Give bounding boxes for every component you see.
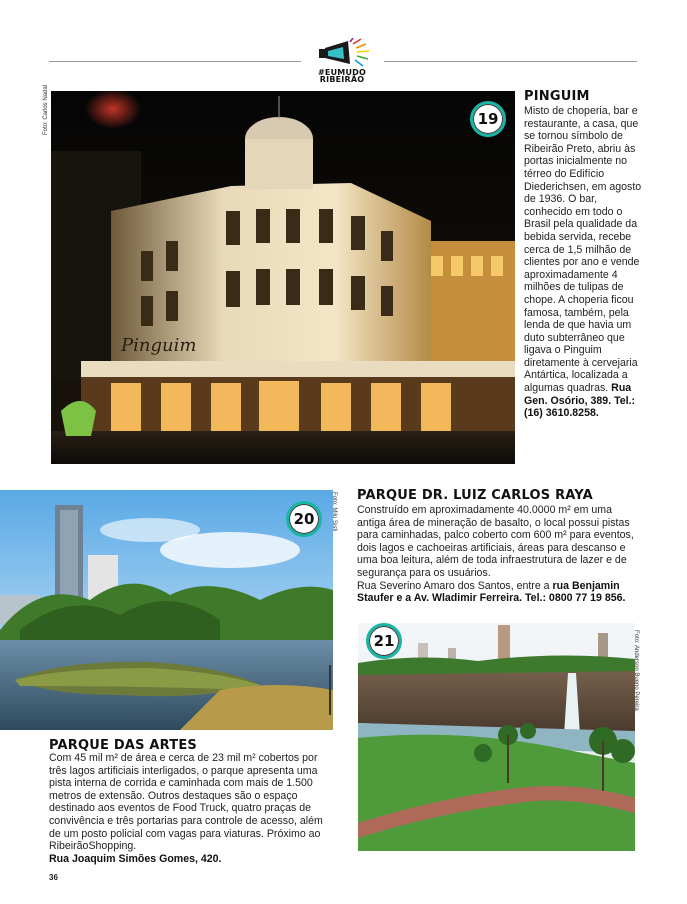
section-body-parque-raya (357, 504, 639, 605)
parque-raya-address: rua Benjamin Staufer e a Av. Wladimir Ferreira. Tel.: 0800 77 19 856. (357, 579, 626, 605)
section-number-badge-19: 19 (470, 101, 506, 137)
pinguim-sign-text: Pinguim (121, 335, 197, 356)
photo-credit-20: Foto: Milo Sisti (331, 492, 337, 532)
header-rule-right (384, 61, 637, 62)
parque-raya-description: Construído em aproximadamente 40.0000 m² em uma antiga área de mineração de basalto, o local possui pistas para caminhadas, palco coberto com 600 m² para eventos, dois lagos e cachoeiras artificiais, áreas para descanso e uma boa leitura, além de toda infraestrutura de lazer e de segurança para os usuários. (357, 504, 634, 579)
parque-das-artes-address: Rua Joaquim Simões Gomes, 420. (49, 852, 222, 865)
parque-das-artes-description: Com 45 mil m² de área e cerca de 23 mil m² cobertos por três lagos artificiais interligados, o parque apresenta uma pista interna de corrida e caminhada com mais de 1.500 metros de extensão. Outros destaques são o espaço destinado aos eventos de Food Truck, quatro praças de convivência e três portarias para controle de acesso, além de um posto policial com vagas para viaturas. Próximo ao RibeirãoShopping. (49, 752, 323, 853)
section-title-pinguim: PINGUIM (524, 89, 590, 104)
photo-credit-19: Foto: Carlos Nadal (43, 84, 49, 135)
section-number-badge-20: 20 (286, 501, 322, 537)
section-title-parque-raya: PARQUE DR. LUIZ CARLOS RAYA (357, 488, 593, 503)
magazine-logo (303, 38, 381, 84)
photo-credit-21: Foto: Anderson Bueno Pereira (633, 630, 639, 711)
section-number-badge-21: 21 (366, 623, 402, 659)
pinguim-address: Rua Gen. Osório, 389. Tel.: (16) 3610.8258. (524, 382, 636, 420)
parque-raya-address-prefix: Rua Severino Amaro dos Santos, entre a (357, 579, 553, 592)
pinguim-description: Misto de choperia, bar e restaurante, a casa, que se tornou símbolo de Ribeirão Preto, abriu às portas inicialmente no térreo do Edifício Diederichsen, em agosto de 1936. O bar, conhecido em todo o Brasil pela qualidade da bebida servida, recebe cerca de 1,5 milhão de clientes por ano e vende aproximadamente 4 milhões de tulipas de chope. A choperia ficou famosa, também, pela lenda de que havia um duto subterrâneo que ligava o Pinguim diretamente à cervejaria Antártica, localizada a algumas quadras. (524, 105, 642, 395)
page-number: 36 (49, 873, 58, 882)
parque-raya-photo (358, 623, 635, 851)
pinguim-photo (51, 91, 515, 464)
megaphone-icon (303, 38, 381, 70)
section-body-parque-das-artes (49, 752, 334, 865)
section-title-parque-das-artes: PARQUE DAS ARTES (49, 738, 197, 753)
logo-tagline: #EUMUDO RIBEIRÃO (318, 68, 366, 84)
header-rule-left (49, 61, 301, 62)
parque-das-artes-photo (0, 490, 333, 730)
section-body-pinguim (524, 105, 642, 420)
